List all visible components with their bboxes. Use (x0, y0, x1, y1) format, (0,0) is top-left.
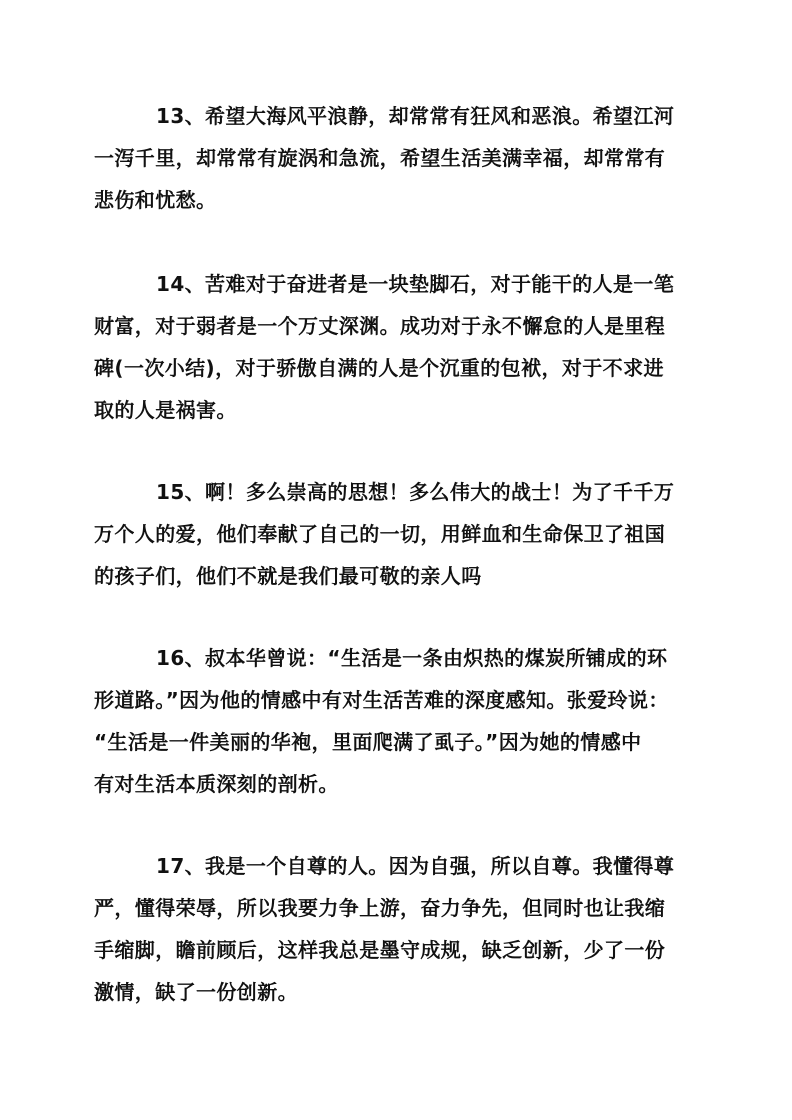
paragraph-14 (94, 263, 704, 431)
paragraph-line: “生活是一件美丽的华袍，里面爬满了虱子。”因为她的情感中 (94, 730, 642, 754)
paragraph-line: 激情，缺了一份创新。 (94, 980, 298, 1004)
paragraph-17 (94, 845, 704, 1013)
paragraph-16 (94, 637, 704, 805)
paragraph-line: 17、我是一个自尊的人。因为自强，所以自尊。我懂得尊 (156, 854, 675, 878)
paragraph-line: 15、啊！多么崇高的思想！多么伟大的战士！为了千千万 (156, 480, 675, 504)
paragraph-line: 悲伤和忧愁。 (94, 188, 217, 212)
paragraph-line: 碑(一次小结)，对于骄傲自满的人是个沉重的包袱，对于不求进 (94, 356, 664, 380)
paragraph-line: 14、苦难对于奋进者是一块垫脚石，对于能干的人是一笔 (156, 272, 675, 296)
paragraph-line: 一泻千里，却常常有旋涡和急流，希望生活美满幸福，却常常有 (94, 146, 666, 170)
paragraph-line: 13、希望大海风平浪静，却常常有狂风和恶浪。希望江河 (156, 104, 675, 128)
paragraph-line: 形道路。”因为他的情感中有对生活苦难的深度感知。张爱玲说： (94, 688, 669, 712)
paragraph-line: 取的人是祸害。 (94, 398, 237, 422)
paragraph-line: 万个人的爱，他们奉献了自己的一切，用鲜血和生命保卫了祖国 (94, 522, 666, 546)
paragraph-line: 财富，对于弱者是一个万丈深渊。成功对于永不懈怠的人是里程 (94, 314, 666, 338)
paragraph-line: 有对生活本质深刻的剖析。 (94, 772, 339, 796)
paragraph-line: 手缩脚，瞻前顾后，这样我总是墨守成规，缺乏创新，少了一份 (94, 938, 666, 962)
paragraph-line: 严，懂得荣辱，所以我要力争上游，奋力争先，但同时也让我缩 (94, 896, 666, 920)
paragraph-line: 的孩子们，他们不就是我们最可敬的亲人吗 (94, 564, 482, 588)
paragraph-13 (94, 95, 704, 221)
paragraph-15 (94, 471, 704, 597)
paragraph-line: 16、叔本华曾说：“生活是一条由炽热的煤炭所铺成的环 (156, 646, 668, 670)
